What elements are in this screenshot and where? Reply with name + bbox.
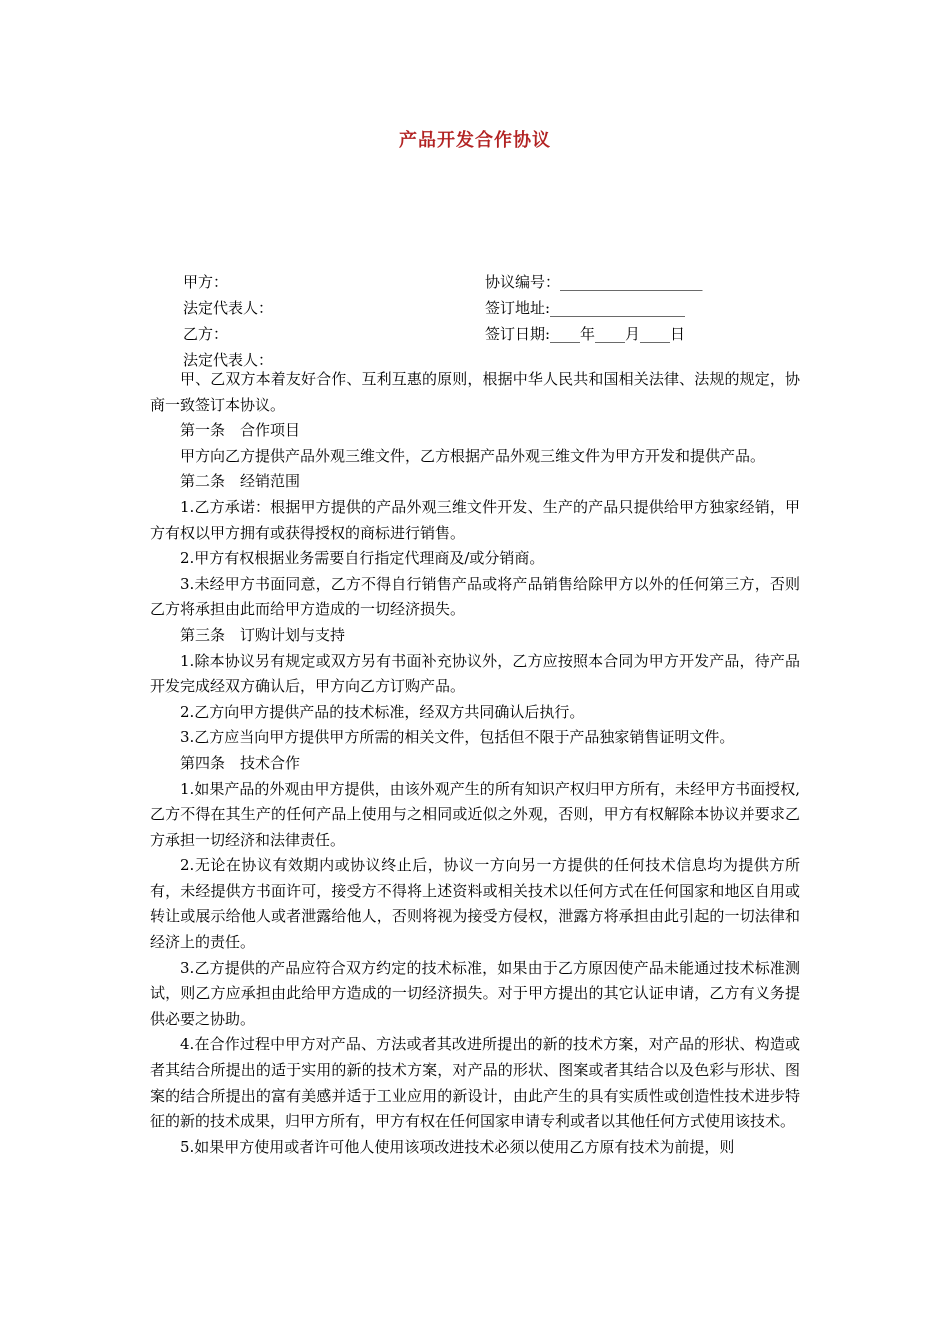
article-4-heading: 第四条 技术合作	[180, 753, 301, 772]
article-2-clause-3: 3.未经甲方书面同意，乙方不得自行销售产品或将产品销售给除甲方以外的任何第三方，否则乙方将承担由此而给甲方造成的一切经济损失。	[150, 574, 800, 619]
header-row-rep-a	[183, 295, 803, 321]
agreement-number-field: 协议编号：___________________	[485, 273, 703, 291]
article-2-clause-1: 1.乙方承诺：根据甲方提供的产品外观三维文件开发、生产的产品只提供给甲方独家经销，甲方有权以甲方拥有或获得授权的商标进行销售。	[150, 497, 800, 542]
article-3-clause-3: 3.乙方应当向甲方提供甲方所需的相关文件，包括但不限于产品独家销售证明文件。	[180, 728, 735, 747]
party-a-label: 甲方：	[183, 273, 229, 291]
party-a-representative-label: 法定代表人：	[183, 299, 274, 317]
article-3-clause-1: 1.除本协议另有规定或双方另有书面补充协议外，乙方应按照本合同为甲方开发产品，待产品开发完成经双方确认后，甲方向乙方订购产品。	[150, 651, 800, 696]
article-2-heading: 第二条 经销范围	[180, 472, 301, 491]
article-4-clause-1: 1.如果产品的外观由甲方提供，由该外观产生的所有知识产权归甲方所有，未经甲方书面授权,乙方不得在其生产的任何产品上使用与之相同或近似之外观，否则，甲方有权解除本协议并要求乙方承担一切经济和法律责任。	[150, 779, 800, 849]
article-4-clause-4: 4.在合作过程中甲方对产品、方法或者其改进所提出的新的技术方案，对产品的形状、构造或者其结合所提出的适于实用的新的技术方案，对产品的形状、图案或者其结合以及色彩与形状、图案的结合所提出的富有美感并适于工业应用的新设计，由此产生的具有实质性或创造性技术进步特征的新的技术成果，归甲方所有，甲方有权在任何国家申请专利或者以其他任何方式使用该技术。	[150, 1035, 800, 1131]
intro-paragraph: 甲、乙双方本着友好合作、互利互惠的原则，根据中华人民共和国相关法律、法规的规定，协商一致签订本协议。	[150, 370, 800, 414]
party-b-representative-label: 法定代表人：	[183, 351, 274, 369]
article-3-heading: 第三条 订购计划与支持	[180, 625, 346, 644]
article-4-clause-3: 3.乙方提供的产品应符合双方约定的技术标准，如果由于乙方原因使产品未能通过技术标准测试，则乙方应承担由此给甲方造成的一切经济损失。对于甲方提出的其它认证申请，乙方有义务提供必要之协助。	[150, 958, 800, 1028]
article-1-paragraph: 甲方向乙方提供产品外观三维文件，乙方根据产品外观三维文件为甲方开发和提供产品。	[180, 446, 766, 465]
article-1-heading: 第一条 合作项目	[180, 421, 301, 440]
article-2-clause-2: 2.甲方有权根据业务需要自行指定代理商及/或分销商。	[180, 549, 545, 568]
contract-header	[183, 269, 803, 373]
article-3-clause-2: 2.乙方向甲方提供产品的技术标准，经双方共同确认后执行。	[180, 702, 585, 721]
article-4-clause-2: 2.无论在协议有效期内或协议终止后，协议一方向另一方提供的任何技术信息均为提供方所有，未经提供方书面许可，接受方不得将上述资料或相关技术以任何方式在任何国家和地区自用或转让或展示给他人或者泄露给他人，否则将视为接受方侵权，泄露方将承担由此引起的一切法律和经济上的责任。	[150, 856, 800, 952]
contract-body	[150, 367, 800, 1160]
party-b-label: 乙方：	[183, 325, 229, 343]
signing-address-field: 签订地址:__________________	[485, 299, 686, 317]
header-row-party-a	[183, 269, 803, 295]
header-row-party-b	[183, 321, 803, 347]
article-4-clause-5: 5.如果甲方使用或者许可他人使用该项改进技术必须以使用乙方原有技术为前提，则	[180, 1137, 735, 1156]
document-title: 产品开发合作协议	[399, 130, 551, 151]
signing-date-field: 签订日期:____年____月____日	[485, 325, 686, 343]
